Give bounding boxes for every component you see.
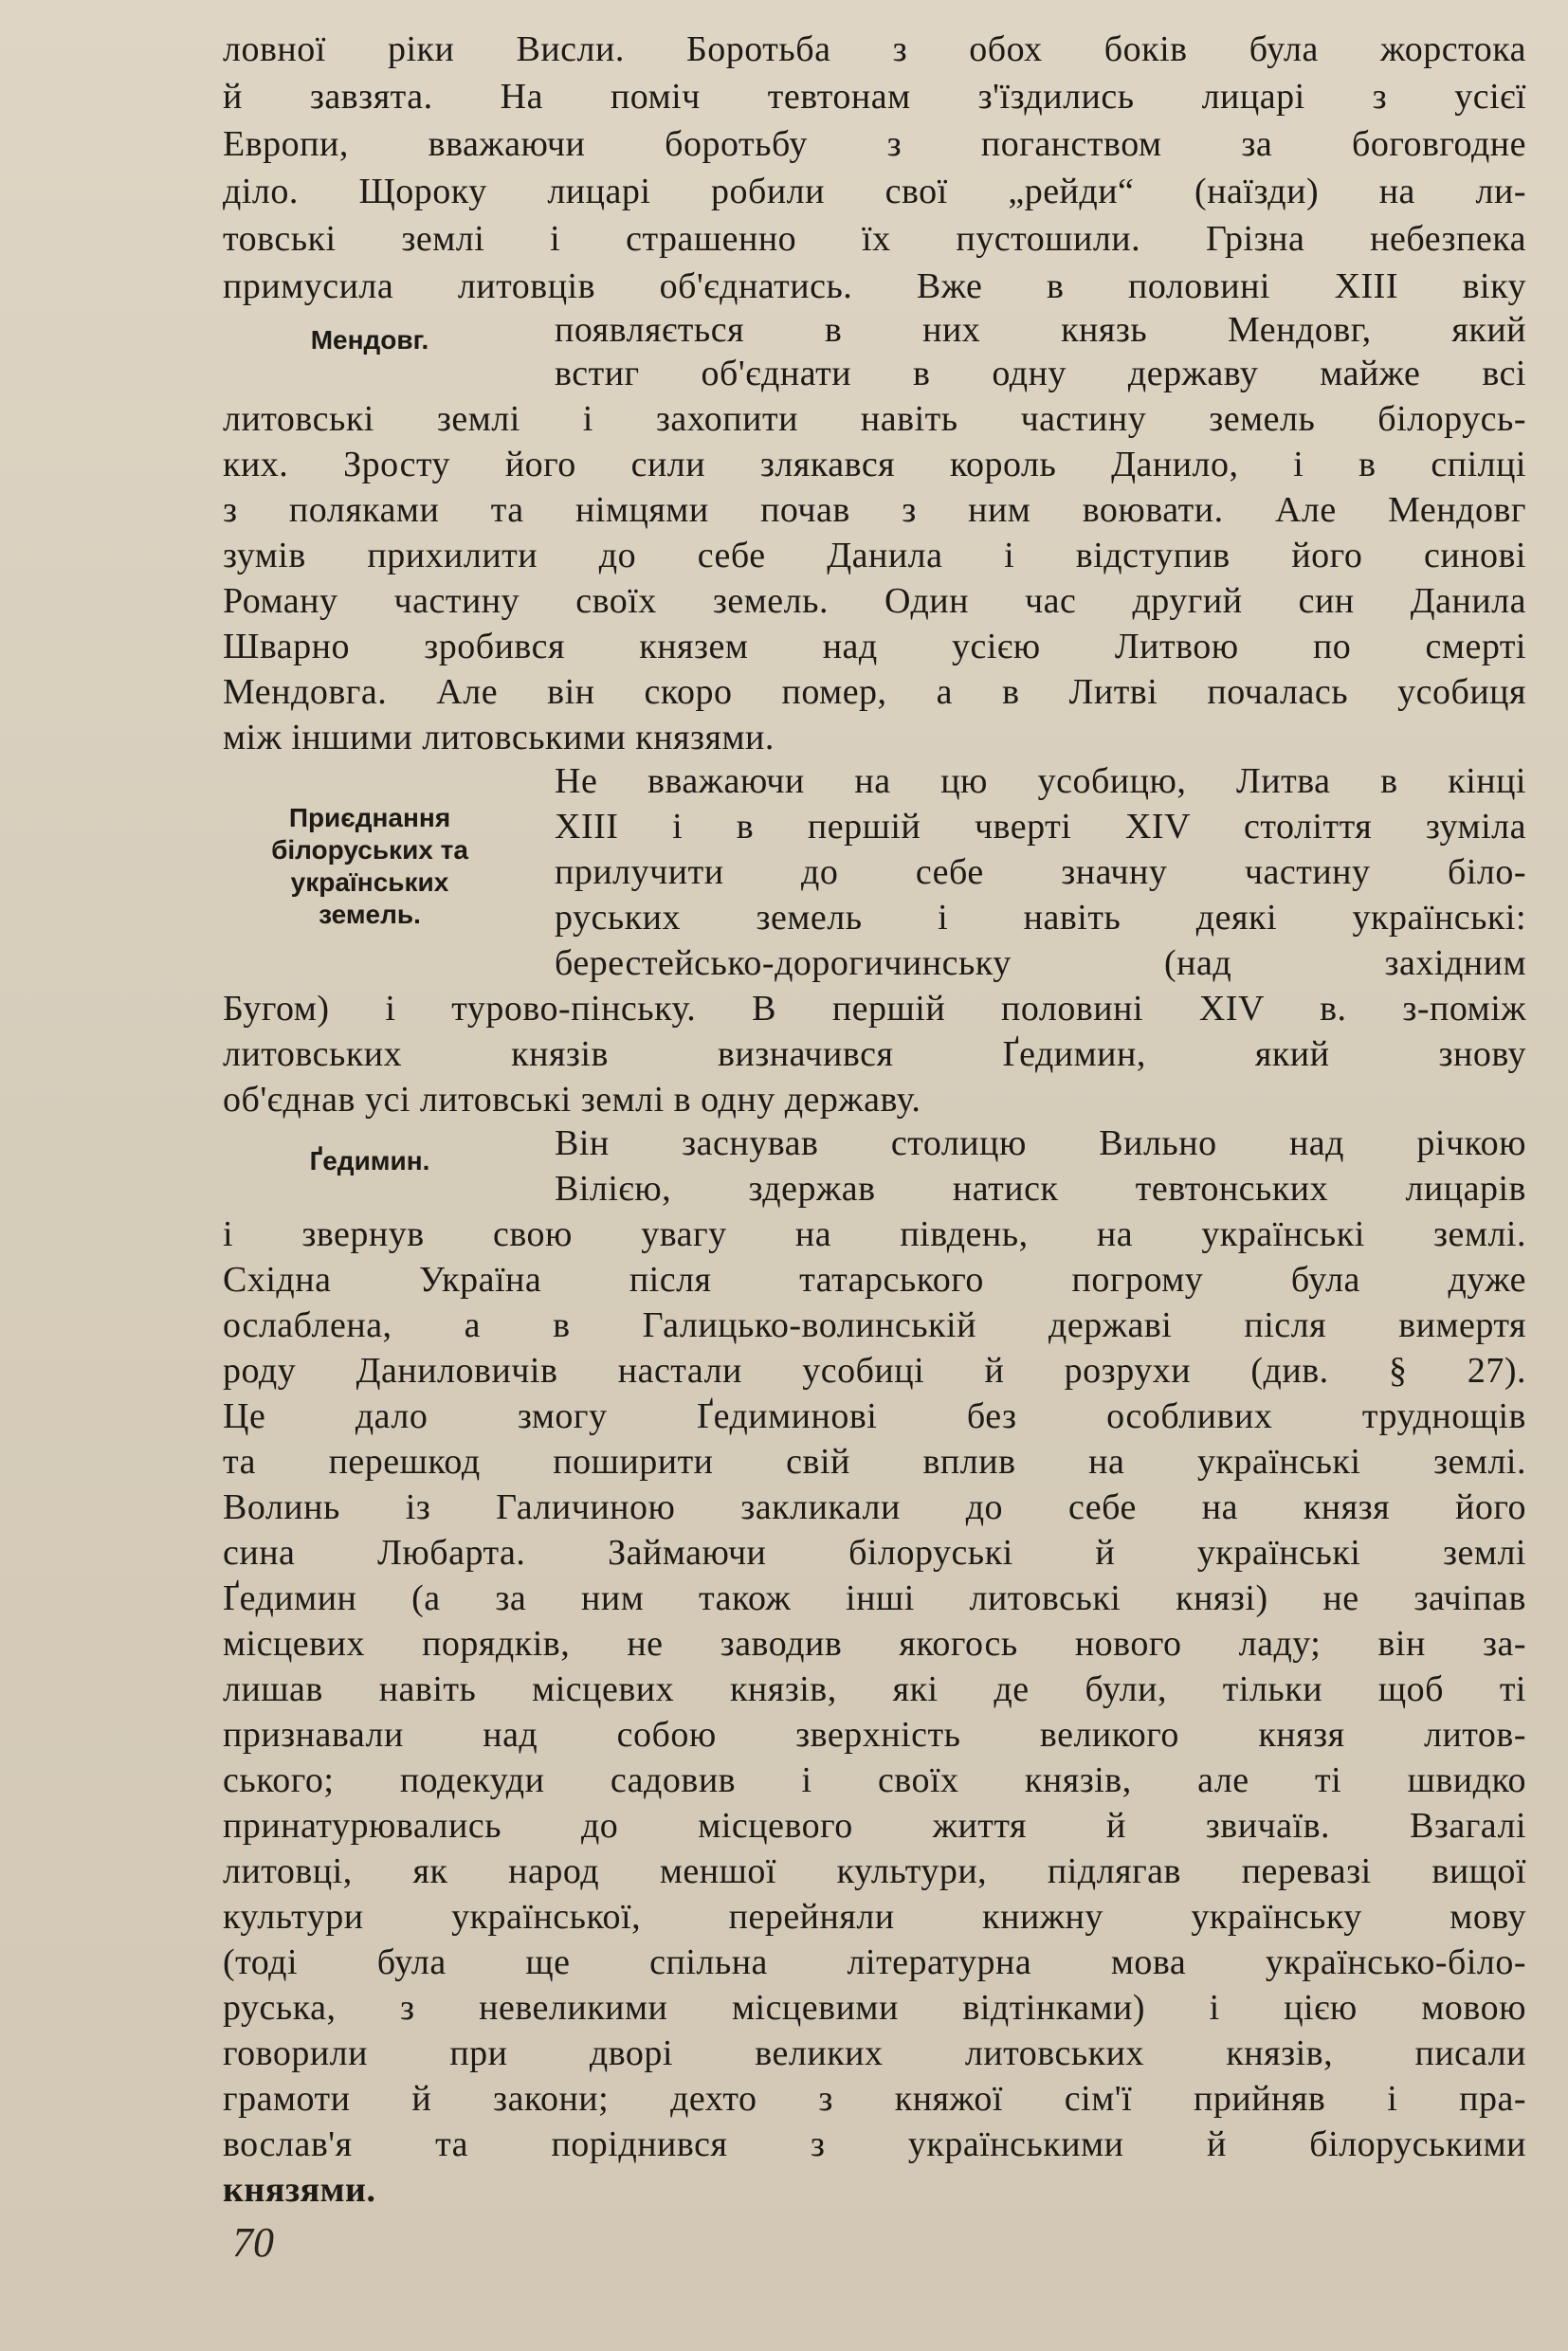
sidenote-gedymyn: Ґедимин.	[309, 1146, 430, 1176]
text-line: зумів прихилити до себе Данила і відступив його синові	[223, 536, 1526, 575]
text-line: примусила литовців об'єднатись. Вже в половині XIII віку	[223, 266, 1526, 306]
text-line: Бугом) і турово-пінську. В першій половині XIV в. з-поміж	[223, 989, 1526, 1029]
text-line: ловної ріки Висли. Боротьба з обох боків була жорстока	[223, 29, 1526, 69]
text-line: признавали над собою зверхність великого князя литов-	[223, 1715, 1526, 1755]
text-line: Европи, вважаючи боротьбу з поганством за боговгодне	[223, 124, 1526, 164]
text-line: литовські землі і захопити навіть частину земель білорусь-	[223, 399, 1526, 439]
text-line: Волинь із Галичиною закликали до себе на князя його	[223, 1487, 1526, 1527]
text-line: Не вважаючи на цю усобицю, Литва в кінці	[555, 761, 1526, 801]
sidenote-line: земель.	[319, 900, 421, 929]
text-line: князями.	[223, 2170, 376, 2210]
text-line: діло. Щороку лицарі робили свої „рейди“ (наїзди) на ли-	[223, 172, 1526, 211]
text-line: ких. Зросту його сили злякався король Данило, і в спілці	[223, 445, 1526, 484]
text-line: Він заснував столицю Вильно над річкою	[555, 1123, 1526, 1163]
text-line: Східна Україна після татарського погрому була дуже	[223, 1260, 1526, 1300]
text-line: встиг об'єднати в одну державу майже всі	[555, 354, 1526, 393]
text-line: Вілією, здержав натиск тевтонських лицарів	[555, 1169, 1526, 1209]
text-line: Мендовга. Але він скоро помер, а в Литві почалась усобиця	[223, 672, 1526, 712]
text-line: сина Любарта. Займаючи білоруські й українські землі	[223, 1533, 1526, 1573]
text-line: та перешкод поширити свій вплив на українські землі.	[223, 1442, 1526, 1482]
text-line: ослаблена, а в Галицько-волинській державі після вимертя	[223, 1305, 1526, 1345]
text-line: з поляками та німцями почав з ним воювати. Але Мендовг	[223, 490, 1526, 530]
text-line: об'єднав усі литовські землі в одну державу.	[223, 1080, 921, 1120]
text-line: говорили при дворі великих литовських князів, писали	[223, 2033, 1526, 2073]
text-line: місцевих порядків, не заводив якогось нового ладу; він за-	[223, 1624, 1526, 1664]
text-line: грамоти й закони; дехто з княжої сім'ї прийняв і пра-	[223, 2079, 1526, 2119]
text-line: прилучити до себе значну частину біло-	[555, 852, 1526, 892]
text-line: принатурювались до місцевого життя й звичаїв. Взагалі	[223, 1806, 1526, 1846]
sidenote-mendovg: Мендовг.	[310, 325, 429, 355]
text-line: литовських князів визначився Ґедимин, який знову	[223, 1034, 1526, 1074]
text-line: і звернув свою увагу на південь, на українські землі.	[223, 1214, 1526, 1254]
text-line: Це дало змогу Ґедиминові без особливих труднощів	[223, 1396, 1526, 1436]
page-number: 70	[232, 2219, 274, 2266]
text-line: й завзята. На поміч тевтонам з'їздились лицарі з усієї	[223, 77, 1526, 117]
text-line: литовці, як народ меншої культури, підлягав перевазі вищої	[223, 1851, 1526, 1891]
text-line: появляється в них князь Мендовг, який	[555, 310, 1526, 350]
text-line: товські землі і страшенно їх пустошили. Грізна небезпека	[223, 219, 1526, 259]
text-line: Роману частину своїх земель. Один час другий син Данила	[223, 581, 1526, 621]
text-line: роду Даниловичів настали усобиці й розрухи (див. § 27).	[223, 1351, 1526, 1391]
text-line: між іншими литовськими князями.	[223, 718, 775, 757]
text-line: вослав'я та поріднився з українськими й білоруськими	[223, 2124, 1526, 2164]
text-line: берестейсько-дорогичинську (над західним	[555, 943, 1526, 983]
sidenote-line: білоруських та	[271, 835, 468, 865]
text-line: лишав навіть місцевих князів, які де були, тільки щоб ті	[223, 1669, 1526, 1709]
text-line: культури української, перейняли книжну українську мову	[223, 1897, 1526, 1937]
sidenote-line: українських	[290, 867, 449, 897]
text-line: (тоді була ще спільна літературна мова українсько-біло-	[223, 1942, 1526, 1982]
text-line: Шварно зробився князем над усією Литвою по смерті	[223, 627, 1526, 666]
sidenote-line: Приєднання	[288, 803, 451, 832]
sidenote-annexation	[218, 802, 521, 931]
text-line: XIII і в першій чверті XIV століття зуміла	[555, 807, 1526, 847]
text-line: руська, з невеликими місцевими відтінками) і цією мовою	[223, 1988, 1526, 2028]
text-line: руських земель і навіть деякі українські:	[555, 898, 1526, 938]
text-line: Ґедимин (а за ним також інші литовські князі) не зачіпав	[223, 1578, 1526, 1618]
text-line: ського; подекуди садовив і своїх князів, але ті швидко	[223, 1760, 1526, 1800]
